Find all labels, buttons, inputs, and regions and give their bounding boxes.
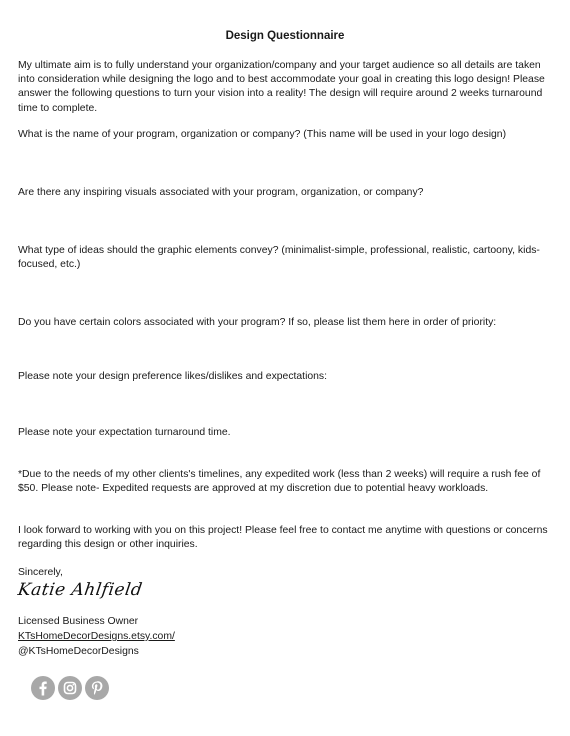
social-handle: @KTsHomeDecorDesigns <box>18 646 139 657</box>
sign-off: Sincerely, <box>18 567 63 578</box>
question-inspiring-visuals: Are there any inspiring visuals associated with your program, organization, or company? <box>18 187 424 198</box>
document-title: Design Questionnaire <box>225 30 345 42</box>
closing-paragraph: I look forward to working with you on this project! Please feel free to contact me anytime with questions or concerns regarding this design or other inquiries. <box>18 525 548 551</box>
question-turnaround: Please note your expectation turnaround time. <box>18 427 231 438</box>
question-graphic-ideas: What type of ideas should the graphic elements convey? (minimalist-simple, professional, realistic, cartoony, kids-focused, etc.) <box>18 245 540 271</box>
question-colors: Do you have certain colors associated with your program? If so, please list them here in order of priority: <box>18 317 497 328</box>
social-icons <box>31 676 109 700</box>
owner-info <box>18 614 175 659</box>
pinterest-icon[interactable] <box>85 676 109 700</box>
signature: Katie Ahlfield <box>16 580 144 600</box>
owner-title: Licensed Business Owner <box>18 616 139 627</box>
instagram-icon[interactable] <box>58 676 82 700</box>
facebook-icon[interactable] <box>31 676 55 700</box>
intro-paragraph: My ultimate aim is to fully understand your organization/company and your target audience so all details are taken into consideration while designing the logo and to best accommodate your goal in creating this logo design! Please answer the following questions to turn your vision into a reality! The design will require around 2 weeks turnaround time to complete. <box>18 60 545 114</box>
shop-link[interactable]: KTsHomeDecorDesigns.etsy.com/ <box>18 631 175 642</box>
question-company-name: What is the name of your program, organization or company? (This name will be used in your logo design) <box>18 129 507 140</box>
question-preferences: Please note your design preference likes/dislikes and expectations: <box>18 371 328 382</box>
rush-fee-note: *Due to the needs of my other clients's timelines, any expedited work (less than 2 weeks) will require a rush fee of $50. Please note- Expedited requests are approved at my discretion due to potential heavy workloads. <box>18 469 541 495</box>
